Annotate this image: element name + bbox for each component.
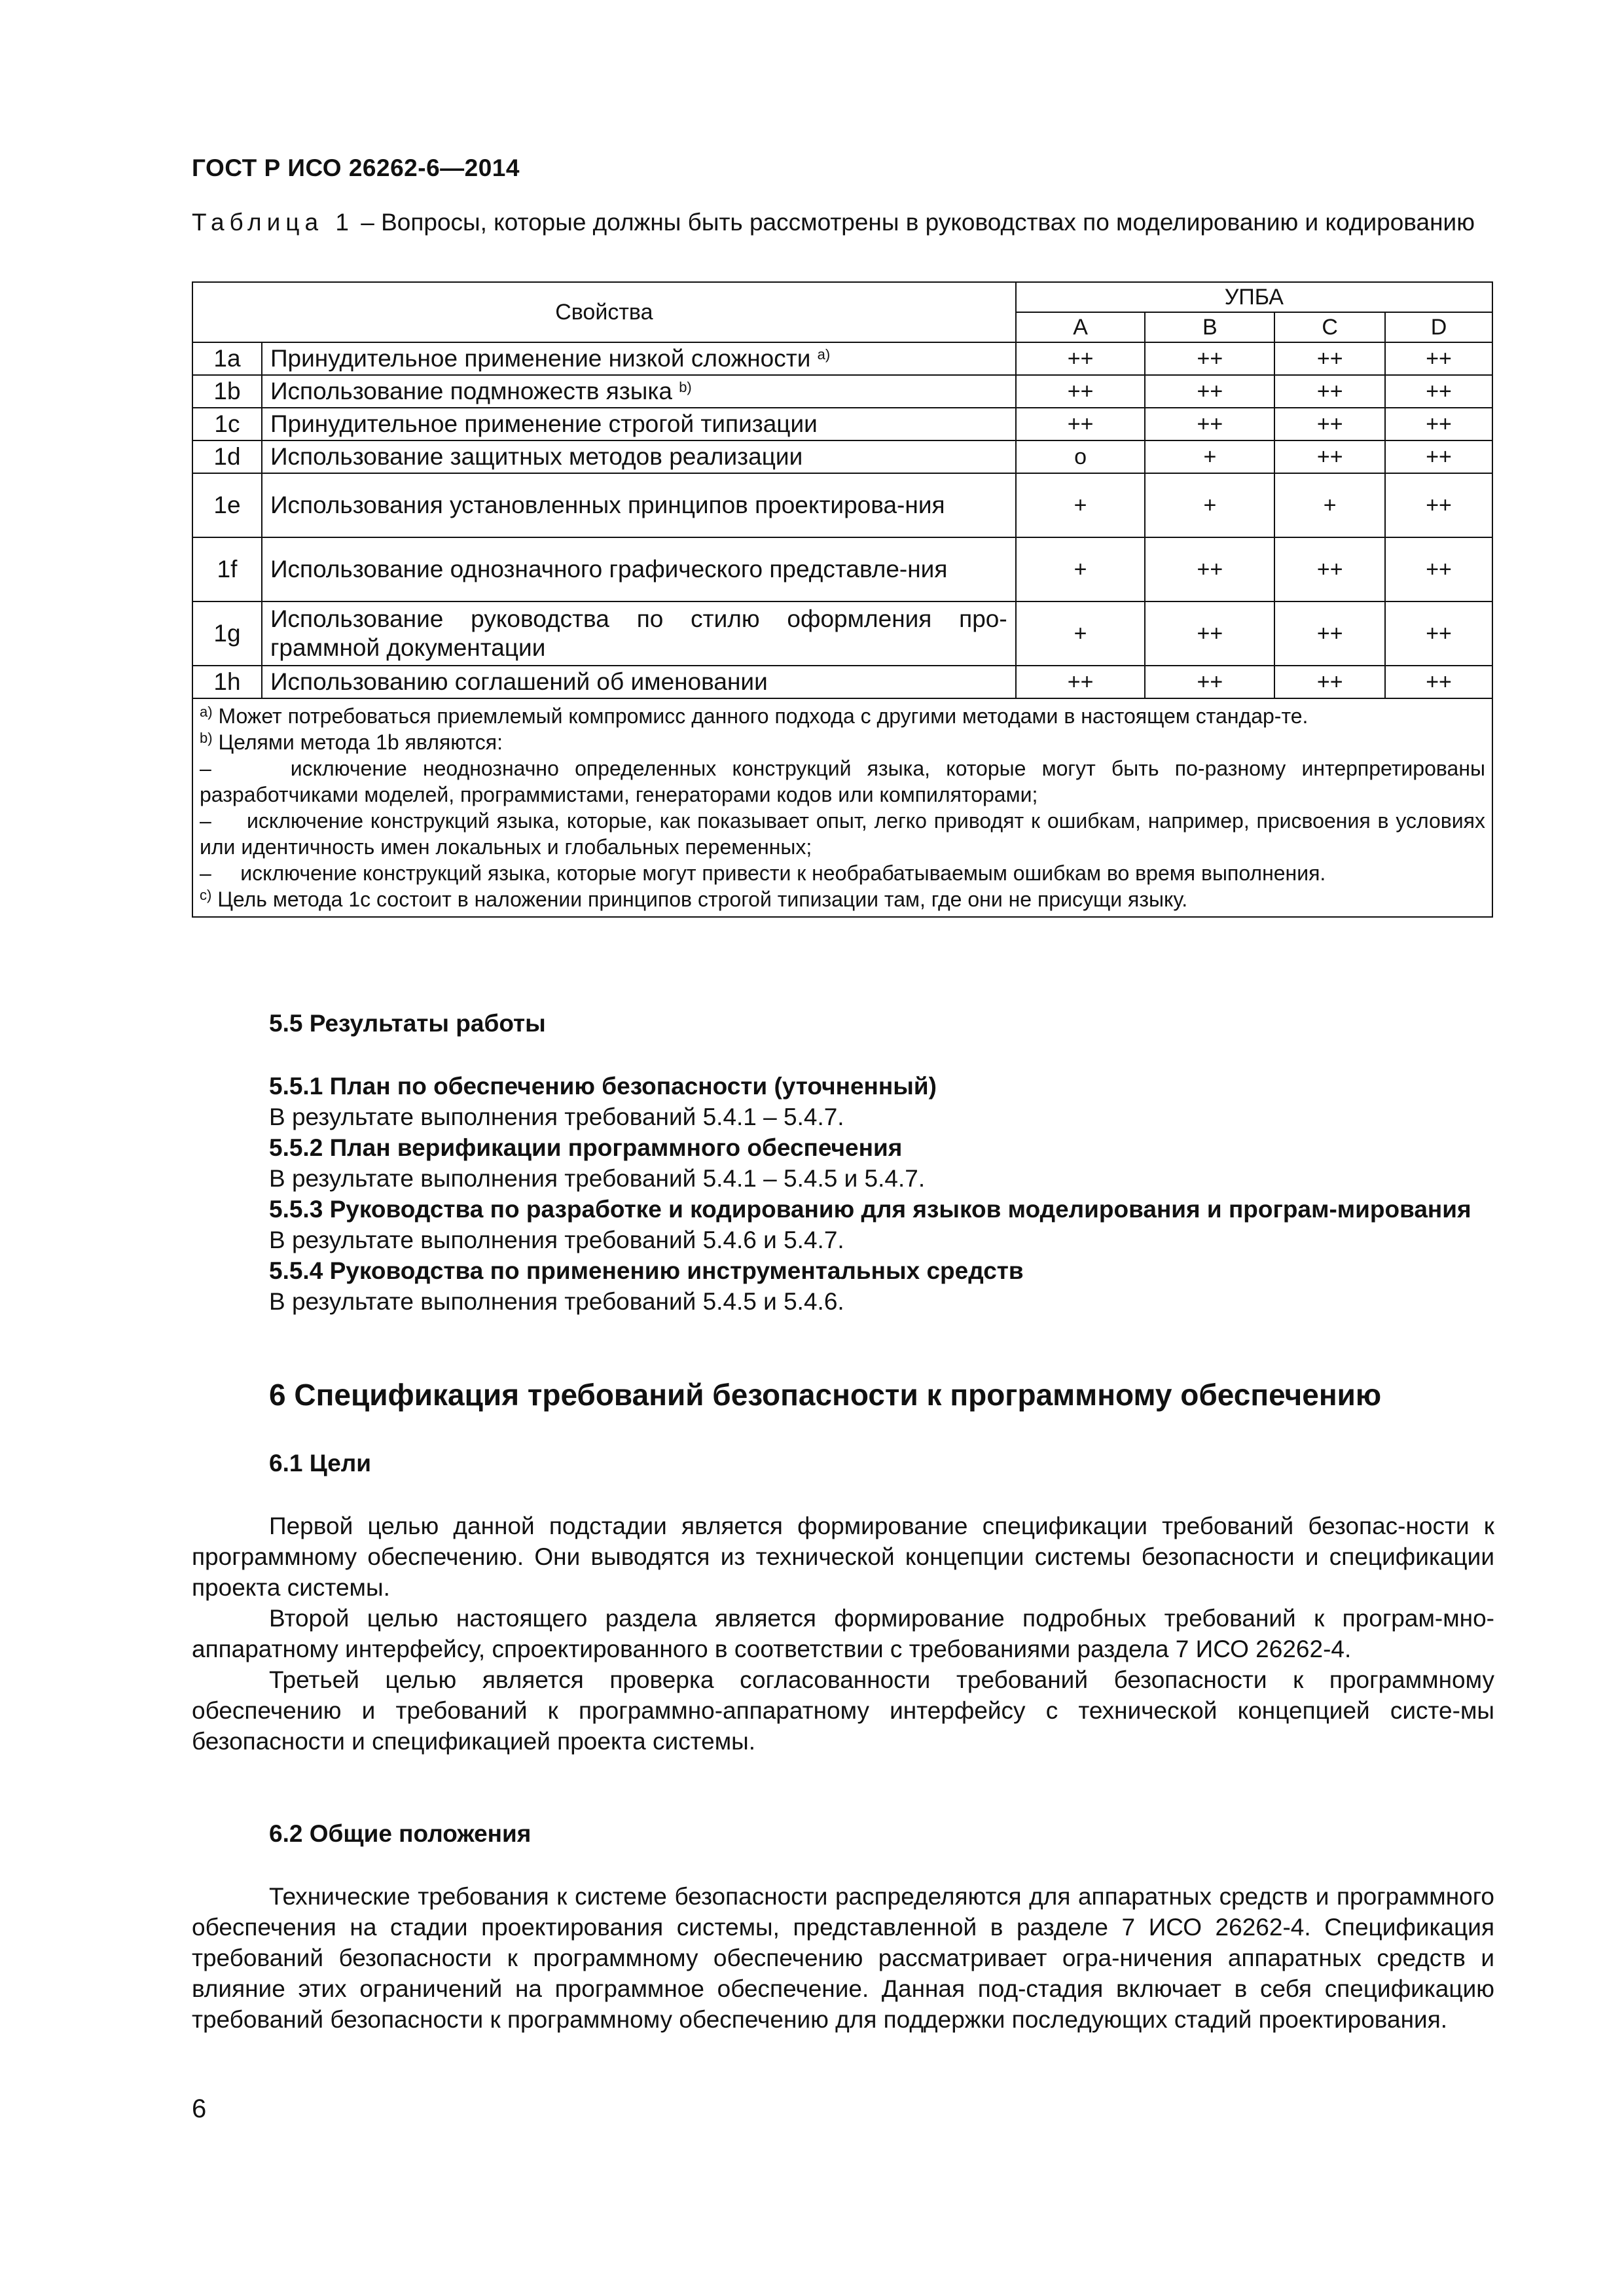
table-caption-label: Таблица 1 [192, 209, 354, 236]
row-desc: Использованию соглашений об именовании [262, 666, 1016, 698]
paragraph: Первой целью данной подстадии является формирование спецификации требований безопас-ности к программному обеспечению. Они выводятся из технической концепции системы безопасности и спецификации проекта системы. [192, 1513, 1494, 1601]
row-id: 1c [192, 408, 262, 440]
asil-a-value: o [1016, 440, 1146, 473]
asil-a-value: ++ [1016, 408, 1146, 440]
row-desc: Использование руководства по стилю оформления про-граммной документации [262, 601, 1016, 666]
row-desc: Принудительное применение строгой типизации [262, 408, 1016, 440]
row-id: 1b [192, 375, 262, 408]
table-caption [192, 207, 1494, 238]
row-id: 1g [192, 601, 262, 666]
asil-b-value: ++ [1145, 666, 1274, 698]
section-6-1-title: 6.1 Цели [269, 1450, 372, 1477]
asil-c-value: ++ [1274, 342, 1385, 375]
asil-c-value: ++ [1274, 375, 1385, 408]
asil-c-value: ++ [1274, 408, 1385, 440]
subsection-text: В результате выполнения требований 5.4.1 – 5.4.7. [269, 1103, 844, 1130]
subsection-text: В результате выполнения требований 5.4.6 и 5.4.7. [269, 1227, 844, 1253]
note-b: $^{b)}$ Целями метода 1b являются: [200, 730, 503, 754]
asil-d-value: ++ [1385, 537, 1492, 601]
header-asil-a: A [1016, 312, 1146, 342]
subsection-title: 5.5.2 План верификации программного обеспечения [269, 1134, 903, 1161]
table-row [192, 666, 1492, 698]
note-c: $^{c)}$ Цель метода 1c состоит в наложении принципов строгой типизации там, где они не присущи языку. [200, 887, 1188, 911]
asil-c-value: + [1274, 473, 1385, 537]
asil-b-value: ++ [1145, 408, 1274, 440]
section-6-2-body [192, 1881, 1494, 2035]
section-6-1-body [192, 1511, 1494, 1757]
subsection-title: 5.5.1 План по обеспечению безопасности (уточненный) [269, 1073, 937, 1100]
asil-c-value: ++ [1274, 666, 1385, 698]
header-asil-b: B [1145, 312, 1274, 342]
table-row [192, 342, 1492, 375]
asil-a-value: ++ [1016, 375, 1146, 408]
row-desc: Использование однозначного графического представле-ния [262, 537, 1016, 601]
asil-a-value: ++ [1016, 342, 1146, 375]
row-desc: Использование подмножеств языка $^{b)}$ [262, 375, 1016, 408]
row-desc: Использования установленных принципов проектирова-ния [262, 473, 1016, 537]
row-desc: Использование защитных методов реализации [262, 440, 1016, 473]
row-id: 1d [192, 440, 262, 473]
guidelines-table [192, 281, 1493, 918]
row-id: 1e [192, 473, 262, 537]
asil-d-value: ++ [1385, 408, 1492, 440]
footnote-ref: b) [679, 379, 692, 395]
note-a: $^{a)}$ Может потребоваться приемлемый компромисс данного подхода с другими методами в настоящем стандар-те. [200, 704, 1308, 728]
footnote-ref: a) [817, 346, 831, 363]
asil-b-value: ++ [1145, 375, 1274, 408]
table-row [192, 473, 1492, 537]
paragraph: Третьей целью является проверка согласованности требований безопасности к программному обеспечению и требований к программно-аппаратному интерфейсу с технической концепцией систе-мы безопасности и спецификацией проекта системы. [192, 1666, 1494, 1755]
asil-d-value: ++ [1385, 375, 1492, 408]
asil-a-value: ++ [1016, 666, 1146, 698]
table-caption-text: – Вопросы, которые должны быть рассмотрены в руководствах по моделированию и кодированию [353, 209, 1475, 236]
paragraph: Технические требования к системе безопасности распределяются для аппаратных средств и программного обеспечения на стадии проектирования системы, представленной в разделе 7 ИСО 26262-4. Спецификация требований безопасности к программному обеспечению рассматривает огра-ничения аппаратных средств и влияние этих ограничений на программное обеспечение. Данная под-стадия включает в себя спецификацию требований безопасности к программному обеспечению для поддержки последующих стадий проектирования. [192, 1883, 1494, 2033]
subsection-text: В результате выполнения требований 5.4.1 – 5.4.5 и 5.4.7. [269, 1165, 926, 1192]
document-code: ГОСТ Р ИСО 26262-6—2014 [192, 154, 520, 181]
header-asil-d: D [1385, 312, 1492, 342]
table-row [192, 408, 1492, 440]
table-row [192, 537, 1492, 601]
subsection-title: 5.5.3 Руководства по разработке и кодированию для языков моделирования и програм-мирования [269, 1196, 1471, 1223]
asil-d-value: ++ [1385, 601, 1492, 666]
table-row [192, 440, 1492, 473]
page-number: 6 [192, 2094, 207, 2123]
section-6-title: 6 Спецификация требований безопасности к программному обеспечению [269, 1378, 1382, 1412]
asil-a-value: + [1016, 473, 1146, 537]
subsection-title: 5.5.4 Руководства по применению инструментальных средств [269, 1257, 1024, 1284]
section-5-5-list [192, 1071, 1494, 1317]
note-b-item: – исключение конструкций языка, которые могут привести к необрабатываемым ошибкам во время выполнения. [200, 861, 1326, 885]
header-asil: УПБА [1016, 282, 1492, 312]
asil-b-value: + [1145, 440, 1274, 473]
row-id: 1h [192, 666, 262, 698]
asil-b-value: + [1145, 473, 1274, 537]
table-row [192, 375, 1492, 408]
row-id: 1f [192, 537, 262, 601]
asil-d-value: ++ [1385, 342, 1492, 375]
asil-c-value: ++ [1274, 440, 1385, 473]
header-properties: Свойства [192, 282, 1016, 342]
section-6-2-title: 6.2 Общие положения [269, 1820, 532, 1847]
section-5-5-title: 5.5 Результаты работы [269, 1010, 546, 1037]
asil-d-value: ++ [1385, 666, 1492, 698]
subsection-text: В результате выполнения требований 5.4.5 и 5.4.6. [269, 1288, 844, 1315]
asil-b-value: ++ [1145, 601, 1274, 666]
row-id: 1a [192, 342, 262, 375]
note-b-item: – исключение конструкций языка, которые, как показывает опыт, легко приводят к ошибкам, например, присвоения в условиях или идентичность имен локальных и глобальных переменных; [200, 809, 1485, 859]
table-row [192, 601, 1492, 666]
asil-d-value: ++ [1385, 440, 1492, 473]
table-notes [192, 698, 1492, 917]
note-b-item: – исключение неоднозначно определенных конструкций языка, которые могут быть по-разному интерпретированы разработчиками моделей, программистами, генераторами кодов или компиляторами; [200, 757, 1485, 806]
asil-b-value: ++ [1145, 537, 1274, 601]
asil-c-value: ++ [1274, 537, 1385, 601]
asil-c-value: ++ [1274, 601, 1385, 666]
asil-a-value: + [1016, 537, 1146, 601]
paragraph: Второй целью настоящего раздела является формирование подробных требований к програм-мно-аппаратному интерфейсу, спроектированного в соответствии с требованиями раздела 7 ИСО 26262-4. [192, 1605, 1494, 1662]
header-asil-c: C [1274, 312, 1385, 342]
asil-d-value: ++ [1385, 473, 1492, 537]
asil-a-value: + [1016, 601, 1146, 666]
asil-b-value: ++ [1145, 342, 1274, 375]
row-desc: Принудительное применение низкой сложности $^{a)}$ [262, 342, 1016, 375]
table-notes-row [192, 698, 1492, 917]
